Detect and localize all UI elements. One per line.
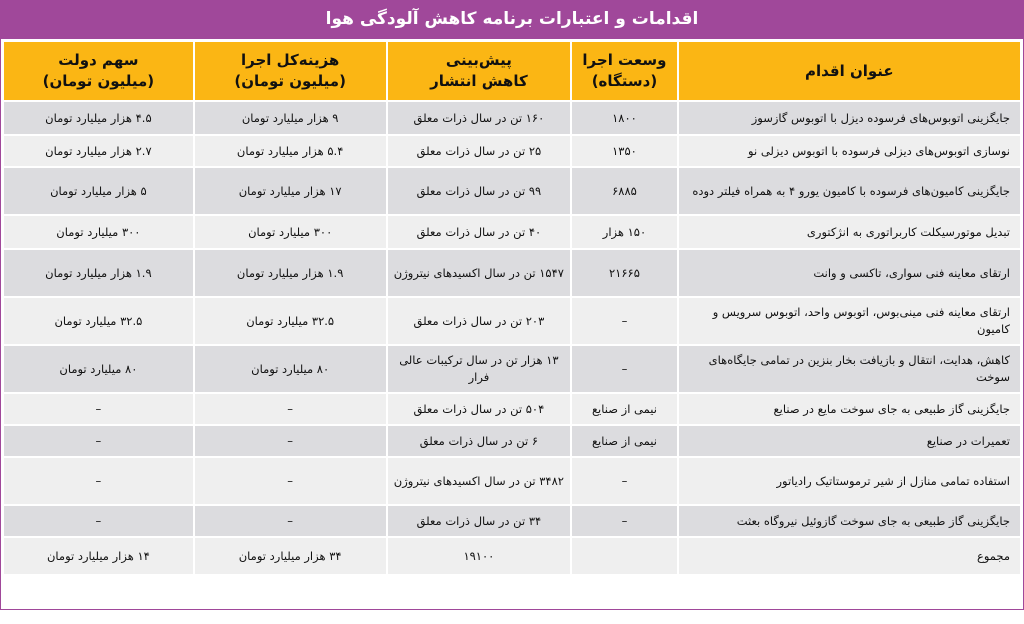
cell-reduction: ۱۹۱۰۰ bbox=[388, 538, 571, 574]
cell-action: جایگزینی کامیون‌های فرسوده با کامیون یورو ۴ به همراه فیلتر دوده bbox=[679, 168, 1020, 214]
cell-reduction: ۳۴۸۲ تن در سال اکسیدهای نیتروژن bbox=[388, 458, 571, 504]
table-row bbox=[4, 346, 1020, 392]
cell-reduction: ۵۰۴ تن در سال ذرات معلق bbox=[388, 394, 571, 424]
cell-reduction: ۶ تن در سال ذرات معلق bbox=[388, 426, 571, 456]
cell-action: کاهش، هدایت، انتقال و بازیافت بخار بنزین در تمامی جایگاه‌های سوخت bbox=[679, 346, 1020, 392]
table-row bbox=[4, 506, 1020, 536]
air-pollution-table bbox=[2, 40, 1022, 576]
cell-total-cost: ۱.۹ هزار میلیارد تومان bbox=[195, 250, 386, 296]
header-total-cost: هزینه‌کل اجرا (میلیون تومان) bbox=[195, 42, 386, 100]
page-title: اقدامات و اعتبارات برنامه کاهش آلودگی هوا bbox=[325, 9, 699, 29]
cell-scope: – bbox=[572, 506, 676, 536]
cell-action: ارتقای معاینه فنی سواری، تاکسی و وانت bbox=[679, 250, 1020, 296]
cell-total-cost: ۳۰۰ میلیارد تومان bbox=[195, 216, 386, 248]
cell-scope: – bbox=[572, 298, 676, 344]
cell-reduction: ۱۶۰ تن در سال ذرات معلق bbox=[388, 102, 571, 134]
title-bar bbox=[0, 0, 1024, 38]
cell-scope: – bbox=[572, 458, 676, 504]
cell-action: استفاده تمامی منازل از شیر ترموستاتیک رادیاتور bbox=[679, 458, 1020, 504]
cell-reduction: ۴۰ تن در سال ذرات معلق bbox=[388, 216, 571, 248]
cell-total-cost: ۸۰ میلیارد تومان bbox=[195, 346, 386, 392]
cell-gov-share: – bbox=[4, 458, 193, 504]
table-row bbox=[4, 394, 1020, 424]
cell-action: مجموع bbox=[679, 538, 1020, 574]
table-row bbox=[4, 136, 1020, 166]
cell-gov-share: ۸۰ میلیارد تومان bbox=[4, 346, 193, 392]
cell-scope: ۱۸۰۰ bbox=[572, 102, 676, 134]
total-row bbox=[4, 538, 1020, 574]
cell-action: جایگزینی گاز طبیعی به جای سوخت مایع در صنایع bbox=[679, 394, 1020, 424]
cell-action: جایگزینی اتوبوس‌های فرسوده دیزل با اتوبوس گازسوز bbox=[679, 102, 1020, 134]
cell-gov-share: ۵ هزار میلیارد تومان bbox=[4, 168, 193, 214]
cell-reduction: ۳۴ تن در سال ذرات معلق bbox=[388, 506, 571, 536]
cell-reduction: ۱۵۴۷ تن در سال اکسیدهای نیتروژن bbox=[388, 250, 571, 296]
header-scope: وسعت اجرا (دستگاه) bbox=[572, 42, 676, 100]
cell-action: تبدیل موتورسیکلت کاربراتوری به انژکتوری bbox=[679, 216, 1020, 248]
cell-gov-share: – bbox=[4, 506, 193, 536]
header-reduction: پیش‌بینی کاهش انتشار bbox=[388, 42, 571, 100]
cell-scope: نیمی از صنایع bbox=[572, 394, 676, 424]
cell-reduction: ۲۵ تن در سال ذرات معلق bbox=[388, 136, 571, 166]
table-header-row bbox=[4, 42, 1020, 100]
cell-total-cost: ۱۷ هزار میلیارد تومان bbox=[195, 168, 386, 214]
cell-gov-share: – bbox=[4, 426, 193, 456]
cell-action: تعمیرات در صنایع bbox=[679, 426, 1020, 456]
table-row bbox=[4, 426, 1020, 456]
cell-total-cost: – bbox=[195, 426, 386, 456]
cell-action: ارتقای معاینه فنی مینی‌بوس، اتوبوس واحد، اتوبوس سرویس و کامیون bbox=[679, 298, 1020, 344]
cell-scope: – bbox=[572, 346, 676, 392]
table-row bbox=[4, 250, 1020, 296]
cell-total-cost: – bbox=[195, 458, 386, 504]
cell-scope: ۶۸۸۵ bbox=[572, 168, 676, 214]
cell-total-cost: ۵.۴ هزار میلیارد تومان bbox=[195, 136, 386, 166]
cell-gov-share: ۱۴ هزار میلیارد تومان bbox=[4, 538, 193, 574]
table-row bbox=[4, 216, 1020, 248]
cell-gov-share: ۱.۹ هزار میلیارد تومان bbox=[4, 250, 193, 296]
cell-reduction: ۲۰۳ تن در سال ذرات معلق bbox=[388, 298, 571, 344]
cell-total-cost: ۳۴ هزار میلیارد تومان bbox=[195, 538, 386, 574]
table-row bbox=[4, 298, 1020, 344]
cell-gov-share: ۲.۷ هزار میلیارد تومان bbox=[4, 136, 193, 166]
cell-action: جایگزینی گاز طبیعی به جای سوخت گازوئیل نیروگاه بعثت bbox=[679, 506, 1020, 536]
cell-scope bbox=[572, 538, 676, 574]
cell-action: نوسازی اتوبوس‌های دیزلی فرسوده با اتوبوس دیزلی نو bbox=[679, 136, 1020, 166]
cell-total-cost: – bbox=[195, 394, 386, 424]
cell-gov-share: ۳۰۰ میلیارد تومان bbox=[4, 216, 193, 248]
cell-total-cost: ۳۲.۵ میلیارد تومان bbox=[195, 298, 386, 344]
cell-total-cost: – bbox=[195, 506, 386, 536]
cell-gov-share: – bbox=[4, 394, 193, 424]
cell-gov-share: ۴.۵ هزار میلیارد تومان bbox=[4, 102, 193, 134]
cell-scope: ۱۳۵۰ bbox=[572, 136, 676, 166]
header-action: عنوان اقدام bbox=[679, 42, 1020, 100]
cell-total-cost: ۹ هزار میلیارد تومان bbox=[195, 102, 386, 134]
table-row bbox=[4, 102, 1020, 134]
cell-scope: ۲۱۶۶۵ bbox=[572, 250, 676, 296]
cell-scope: نیمی از صنایع bbox=[572, 426, 676, 456]
table-row bbox=[4, 458, 1020, 504]
table-row bbox=[4, 168, 1020, 214]
cell-reduction: ۱۳ هزار تن در سال ترکیبات عالی فرار bbox=[388, 346, 571, 392]
cell-scope: ۱۵۰ هزار bbox=[572, 216, 676, 248]
cell-gov-share: ۳۲.۵ میلیارد تومان bbox=[4, 298, 193, 344]
header-gov-share: سهم دولت (میلیون تومان) bbox=[4, 42, 193, 100]
cell-reduction: ۹۹ تن در سال ذرات معلق bbox=[388, 168, 571, 214]
